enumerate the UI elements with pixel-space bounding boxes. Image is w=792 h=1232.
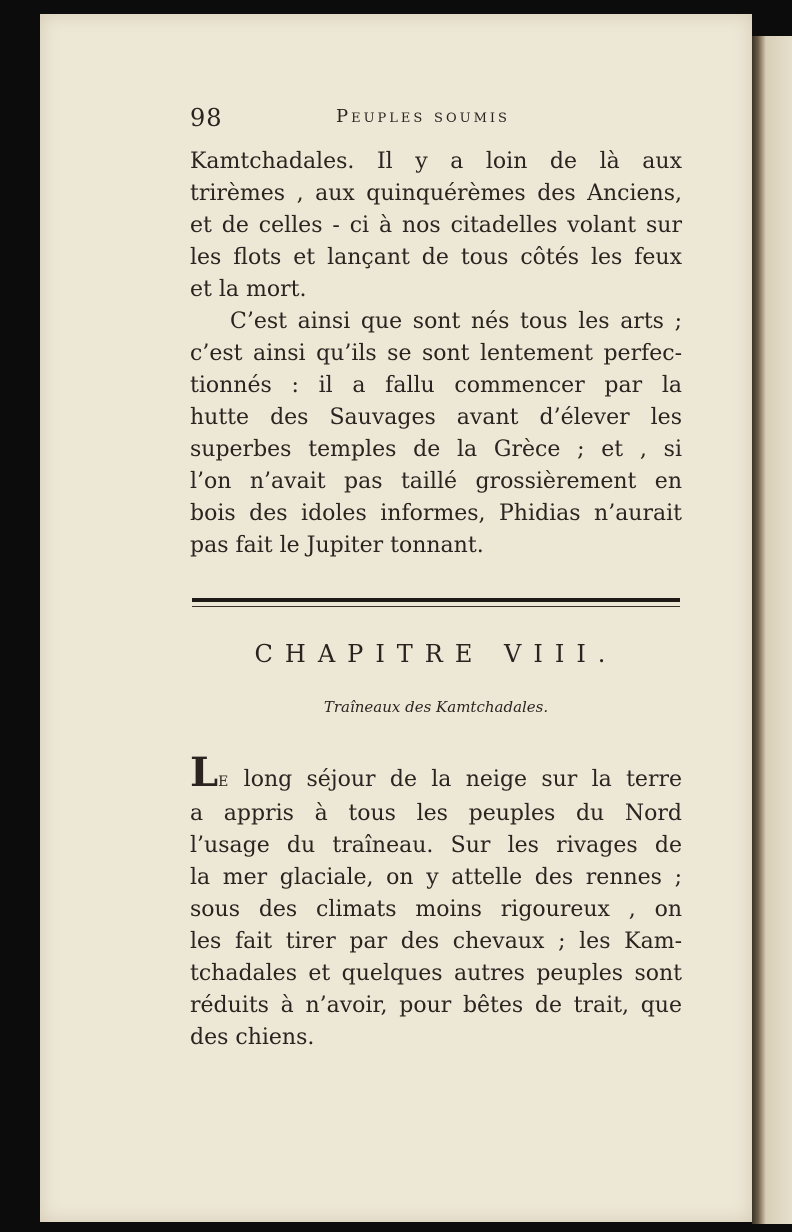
text-line: l’on n’avait pas taillé grossièrement en <box>190 469 682 494</box>
section-rule-thin <box>192 606 680 607</box>
drop-cap-continuation: E <box>218 774 230 790</box>
running-head: Peuples soumis <box>336 106 510 127</box>
paragraph-1 <box>190 146 682 306</box>
page-header <box>150 104 680 134</box>
text-line-first <box>190 749 682 798</box>
text-line: l’usage du traîneau. Sur les rivages de <box>190 833 682 858</box>
text-line: c’est ainsi qu’ils se sont lentement perfec- <box>190 341 682 366</box>
text-line: C’est ainsi que sont nés tous les arts ; <box>230 309 682 334</box>
text-line: réduits à n’avoir, pour bêtes de trait, que <box>190 993 682 1018</box>
text-line: Kamtchadales. Il y a loin de là aux <box>190 149 682 174</box>
text-line: tchadales et quelques autres peuples sont <box>190 961 682 986</box>
page-number: 98 <box>190 104 223 132</box>
text-line: sous des climats moins rigoureux , on <box>190 897 682 922</box>
paragraph-3 <box>190 749 682 1054</box>
text-line: a appris à tous les peuples du Nord <box>190 801 682 826</box>
first-line-rest: long séjour de la neige sur la terre <box>229 767 682 792</box>
text-line: bois des idoles informes, Phidias n’aurait <box>190 501 682 526</box>
text-line: les flots et lançant de tous côtés les feux <box>190 245 682 270</box>
text-line: la mer glaciale, on y attelle des rennes ; <box>190 865 682 890</box>
text-line: et de celles - ci à nos citadelles volant sur <box>190 213 682 238</box>
text-line: les fait tirer par des chevaux ; les Kam- <box>190 929 682 954</box>
text-line: et la mort. <box>190 277 307 302</box>
paragraph-2 <box>190 306 682 562</box>
text-line: hutte des Sauvages avant d’élever les <box>190 405 682 430</box>
text-line: superbes temples de la Grèce ; et , si <box>190 437 682 462</box>
text-line: des chiens. <box>190 1025 315 1050</box>
adjacent-page-edge <box>752 36 792 1224</box>
text-line: tionnés : il a fallu commencer par la <box>190 373 682 398</box>
drop-cap: L <box>190 749 219 796</box>
text-line: trirèmes , aux quinquérèmes des Anciens, <box>190 181 682 206</box>
chapter-title: CHAPITRE VIII. <box>254 640 618 668</box>
text-line: pas fait le Jupiter tonnant. <box>190 533 484 558</box>
section-rule-thick <box>192 598 680 602</box>
chapter-subtitle: Traîneaux des Kamtchadales. <box>323 698 549 716</box>
